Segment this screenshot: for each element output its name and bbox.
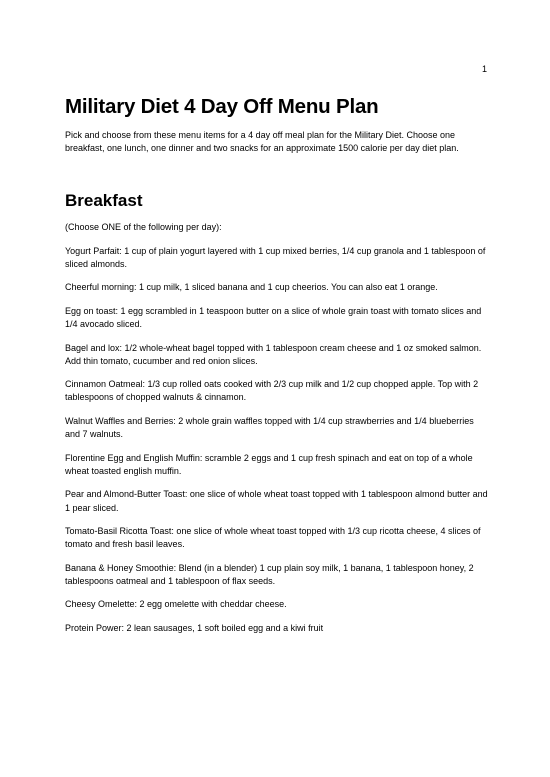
breakfast-instruction: (Choose ONE of the following per day): <box>65 222 222 233</box>
document-content <box>65 95 490 645</box>
menu-item-protein-power: Protein Power: 2 lean sausages, 1 soft boiled egg and a kiwi fruit <box>65 622 324 633</box>
menu-item-yogurt-parfait: Yogurt Parfait: 1 cup of plain yogurt layered with 1 cup mixed berries, 1/4 cup granola and 1 tablespoon of sliced almonds. <box>65 245 486 269</box>
breakfast-menu-list <box>65 245 490 636</box>
intro-paragraph: Pick and choose from these menu items for a 4 day off meal plan for the Military Diet. Choose one breakfast, one lunch, one dinner and two snacks for an approximate 1500 calorie per day diet plan. <box>65 130 459 154</box>
menu-item-bagel-and-lox: Bagel and lox: 1/2 whole-wheat bagel topped with 1 tablespoon cream cheese and 1 oz smoked salmon. Add thin tomato, cucumber and red onion slices. <box>65 342 482 366</box>
menu-item-cheerful-morning: Cheerful morning: 1 cup milk, 1 sliced banana and 1 cup cheerios. You can also eat 1 orange. <box>65 282 438 293</box>
menu-item-pear-almond-toast: Pear and Almond-Butter Toast: one slice of whole wheat toast topped with 1 tablespoon almond butter and 1 pear sliced. <box>65 489 488 513</box>
menu-item-walnut-waffles: Walnut Waffles and Berries: 2 whole grain waffles topped with 1/4 cup strawberries and 1/4 blueberries and 7 walnuts. <box>65 415 474 440</box>
menu-item-florentine-egg: Florentine Egg and English Muffin: scramble 2 eggs and 1 cup fresh spinach and eat on top of a whole wheat toasted english muffin. <box>65 452 473 476</box>
menu-item-cinnamon-oatmeal: Cinnamon Oatmeal: 1/3 cup rolled oats cooked with 2/3 cup milk and 1/2 cup chopped apple. Top with 2 tablespoons of chopped walnuts & cinnamon. <box>65 379 479 403</box>
menu-item-egg-on-toast: Egg on toast: 1 egg scrambled in 1 teaspoon butter on a slice of whole grain toast with tomato slices and 1/4 avocado sliced. <box>65 305 482 330</box>
breakfast-heading: Breakfast <box>65 191 143 211</box>
menu-item-tomato-basil-toast: Tomato-Basil Ricotta Toast: one slice of whole wheat toast topped with 1/3 cup ricotta cheese, 4 slices of tomato and fresh basil leaves. <box>65 526 481 550</box>
menu-item-cheesy-omelette: Cheesy Omelette: 2 egg omelette with cheddar cheese. <box>65 599 287 610</box>
menu-item-banana-honey-smoothie: Banana & Honey Smoothie: Blend (in a blender) 1 cup plain soy milk, 1 banana, 1 tablespoon honey, 2 tablespoons oatmeal and 1 tablespoon of flax seeds. <box>65 562 474 586</box>
page-number: 1 <box>481 64 487 74</box>
document-title: Military Diet 4 Day Off Menu Plan <box>65 95 379 118</box>
